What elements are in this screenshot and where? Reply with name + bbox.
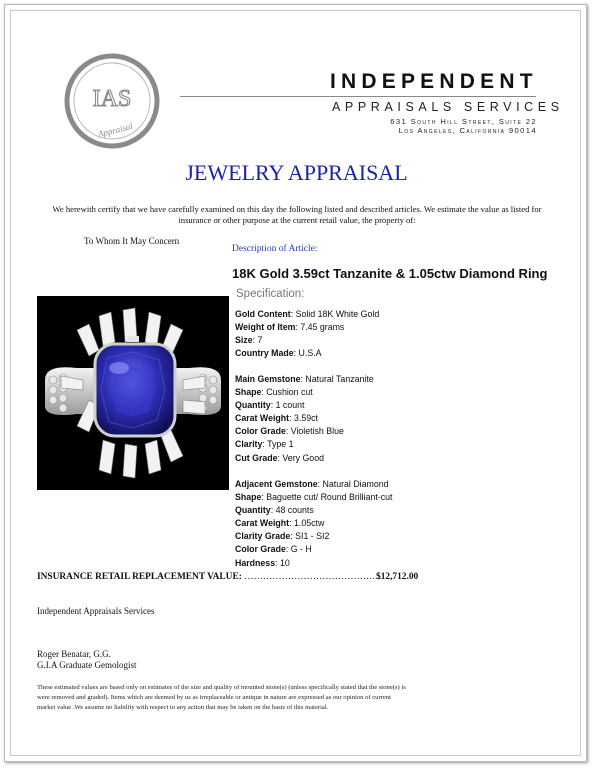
certification-line-1: We herewith certify that we have carefully examined on this day the following listed and described articles. We estimate the value as listed for <box>52 204 542 214</box>
spec-row: Clarity: Type 1 <box>235 439 294 450</box>
description-label: Description of Article: <box>232 244 318 254</box>
spec-row: Carat Weight: 3.59ct <box>235 413 318 424</box>
disclaimer <box>37 683 487 714</box>
spec-row: Shape: Cushion cut <box>235 387 313 398</box>
gold-specs <box>235 308 379 360</box>
spec-row: Clarity Grade: SI1 - SI2 <box>235 531 330 542</box>
company-subtitle: APPRAISALS SERVICES <box>332 100 564 114</box>
disclaimer-line-3: market value .We assume no liability with respect to any action that may be taken on the basis of this material. <box>37 704 329 712</box>
main-gemstone-specs <box>235 373 374 465</box>
header-divider <box>180 96 536 97</box>
spec-row: Weight of Item: 7.45 grams <box>235 322 345 333</box>
spec-row: Color Grade: G - H <box>235 544 312 555</box>
spec-row: Shape: Baguette cut/ Round Brilliant-cut <box>235 492 393 503</box>
specification-label: Specification: <box>236 288 305 300</box>
spec-row: Main Gemstone: Natural Tanzanite <box>235 374 374 384</box>
logo-letters: IAS <box>92 86 132 112</box>
insurance-value: $12,712.00 <box>376 572 419 582</box>
certification-line-2: insurance or other purpose at the current retail value, the property of: <box>178 215 416 225</box>
ring-photo <box>37 296 229 490</box>
address-line-1: 631 South Hill Street, Suite 22 <box>390 117 537 126</box>
signature-block <box>37 649 136 671</box>
appraiser-name: Roger Benatar, G.G. <box>37 649 111 659</box>
insurance-value-label: INSURANCE RETAIL REPLACEMENT VALUE: ……………………………………… <box>37 572 385 582</box>
logo-ring-text: Appraisal <box>96 120 134 140</box>
spec-row: Adjacent Gemstone: Natural Diamond <box>235 479 389 489</box>
recipient: To Whom It May Concern <box>84 236 180 246</box>
spec-row: Carat Weight: 1.05ctw <box>235 518 325 529</box>
signature-company: Independent Appraisals Services <box>37 606 155 616</box>
document-title: JEWELRY APPRAISAL <box>185 160 408 185</box>
spec-row: Cut Grade: Very Good <box>235 452 324 463</box>
spec-row: Gold Content: Solid 18K White Gold <box>235 309 380 319</box>
item-title: 18K Gold 3.59ct Tanzanite & 1.05ctw Diamond Ring <box>232 266 548 281</box>
spec-row: Hardness: 10 <box>235 557 290 568</box>
address-line-2: Los Angeles, California 90014 <box>398 126 537 135</box>
disclaimer-line-2: were removed and graded). Items which are deemed by us as irreplaceable or antique in nature are expressed as our opinion of current <box>37 694 391 702</box>
appraiser-credential: G.I.A Graduate Gemologist <box>37 660 137 670</box>
certification-text <box>44 204 550 226</box>
adjacent-gemstone-specs <box>235 478 392 570</box>
ias-logo <box>64 53 160 149</box>
spec-row: Size: 7 <box>235 335 263 346</box>
spec-row: Country Made: U.S.A <box>235 348 322 359</box>
spec-row: Quantity: 48 counts <box>235 505 314 516</box>
company-name: INDEPENDENT <box>330 70 538 93</box>
disclaimer-line-1: These estimated values are based only on estimates of the size and quality of mounted stone(s) (unless specifically stated that the stone(s) is <box>37 684 406 691</box>
leader-dots: ……………………………………… <box>244 572 385 582</box>
spec-row: Quantity: 1 count <box>235 400 305 411</box>
spec-row: Color Grade: Violetish Blue <box>235 426 344 437</box>
